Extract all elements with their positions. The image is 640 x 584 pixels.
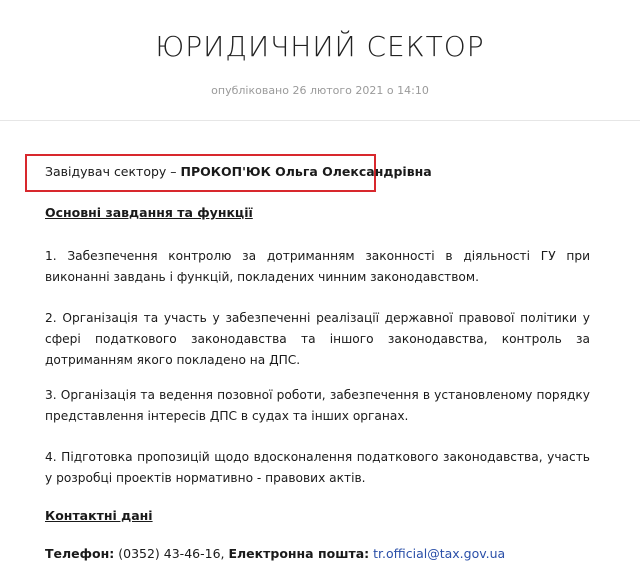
main-tasks-title: Основні завдання та функції (45, 205, 253, 220)
contacts-title: Контактні дані (45, 508, 153, 523)
task-item-3: 3. Організація та ведення позовної роботи, забезпечення в установленому порядку представлення інтересів ДПС в судах та інших органах. (45, 388, 590, 423)
contacts-line (45, 546, 505, 561)
sector-head-label: Завідувач сектору – (45, 164, 181, 179)
email-link[interactable]: tr.official@tax.gov.ua (373, 546, 506, 561)
task-item-4: 4. Підготовка пропозицій щодо вдосконалення податкового законодавства, участь у розробці проектів нормативно - правових актів. (45, 450, 590, 485)
sector-head-line (45, 164, 432, 179)
page-header (0, 0, 640, 121)
email-label: Електронна пошта: (228, 546, 370, 561)
page-title: ЮРИДИЧНИЙ СЕКТОР (155, 30, 485, 63)
sector-head-name: ПРОКОП'ЮК Ольга Олександрівна (180, 164, 432, 179)
publish-date: опубліковано 26 лютого 2021 о 14:10 (211, 84, 429, 97)
phone-value: (0352) 43-46-16, (114, 546, 229, 561)
task-item-2: 2. Організація та участь у забезпеченні реалізації державної правової політики у сфері податкового законодавства та іншого законодавства, контроль за дотриманням якого покладено на ДПС. (45, 311, 590, 367)
phone-label: Телефон: (45, 546, 115, 561)
task-item-1: 1. Забезпечення контролю за дотриманням законності в діяльності ГУ при виконанні завдань і функцій, покладених чинним законодавством. (45, 249, 590, 284)
